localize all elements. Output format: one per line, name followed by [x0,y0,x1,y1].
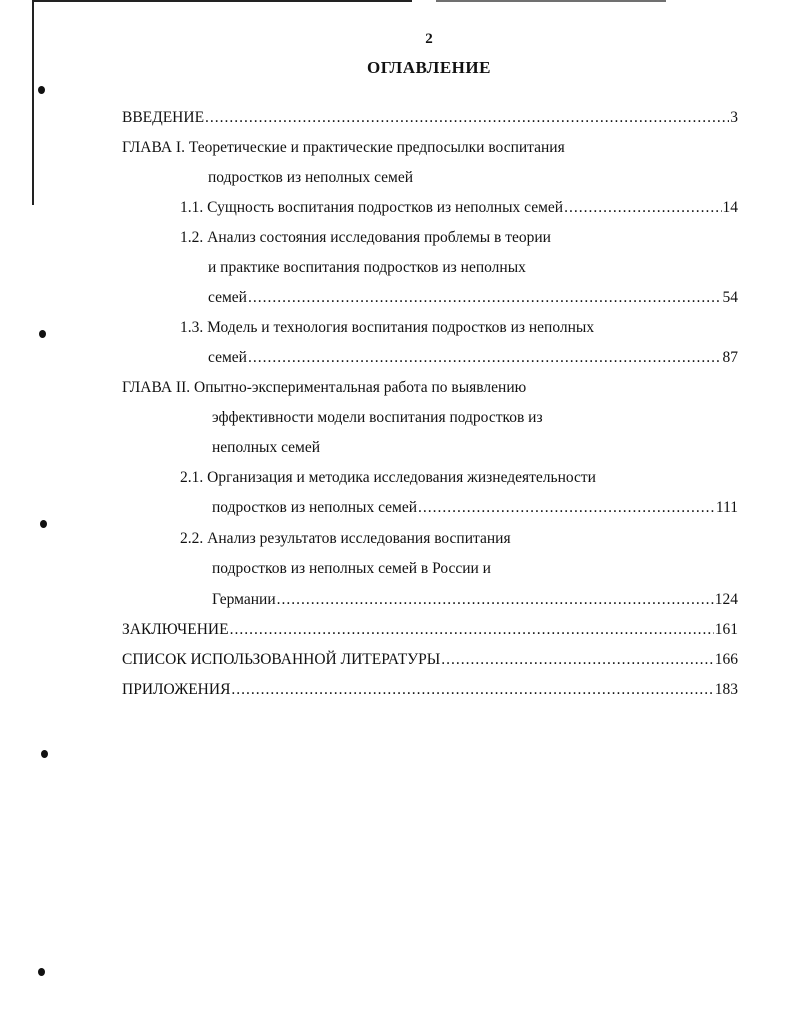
leader-dots [564,198,721,218]
page-number: 2 [425,31,433,47]
toc-entry-1-2-line-3[interactable] [208,288,738,308]
leader-dots [248,288,722,308]
toc-entry-page: 111 [715,499,738,516]
toc-entry-page: 54 [722,289,738,306]
toc-entry-page: 14 [722,199,738,216]
toc-entry-text: 1.1. Сущность воспитания подростков из неполных семей [180,199,564,216]
leader-dots [231,680,713,700]
toc-entry-1-2-line-1[interactable]: 1.2. Анализ состояния исследования проблемы в теории [180,229,551,246]
leader-dots [418,498,715,518]
scan-border-top-right [436,0,666,2]
toc-entry-intro[interactable] [122,108,738,128]
leader-dots [230,620,714,640]
toc-chapter-2-line-3: неполных семей [212,439,321,456]
toc-entry-text: семей [208,289,247,306]
toc-entry-text: подростков из неполных семей [212,499,418,516]
toc-entry-text: семей [208,349,247,366]
leader-dots [277,590,714,610]
toc-chapter-2-line-2: эффективности модели воспитания подростков из [212,409,543,426]
toc-entry-text: ПРИЛОЖЕНИЯ [122,681,231,698]
toc-entry-2-2-line-1[interactable]: 2.2. Анализ результатов исследования воспитания [180,530,511,547]
toc-entry-page: 87 [722,349,738,366]
punch-hole-2 [39,330,46,338]
toc-entry-1-1[interactable] [180,198,738,218]
leader-dots [205,108,729,128]
punch-hole-1 [38,86,45,94]
toc-entry-page: 183 [714,681,738,698]
toc-chapter-2-line-1[interactable]: ГЛАВА II. Опытно-экспериментальная работа по выявлению [122,379,527,396]
toc-entry-1-2-line-2: и практике воспитания подростков из неполных [208,259,526,276]
toc-entry-2-1-line-2[interactable] [212,498,738,518]
toc-entry-text: ВВЕДЕНИЕ [122,109,205,126]
toc-entry-conclusion[interactable] [122,620,738,640]
toc-entry-2-2-line-2: подростков из неполных семей в России и [212,560,491,577]
punch-hole-4 [41,750,48,758]
page-title: ОГЛАВЛЕНИЕ [367,58,491,77]
scan-border-top [32,0,412,2]
leader-dots [248,348,722,368]
toc-entry-page: 161 [714,621,738,638]
punch-hole-5 [38,968,45,976]
toc-chapter-1-line-1[interactable]: ГЛАВА I. Теоретические и практические предпосылки воспитания [122,139,565,156]
toc-entry-page: 124 [714,591,738,608]
toc-entry-2-2-line-3[interactable] [212,590,738,610]
toc-entry-page: 3 [730,109,738,126]
toc-entry-2-1-line-1[interactable]: 2.1. Организация и методика исследования жизнедеятельности [180,469,596,486]
toc-entry-text: Германии [212,591,276,608]
toc-entry-appendix[interactable] [122,680,738,700]
toc-entry-text: ЗАКЛЮЧЕНИЕ [122,621,229,638]
toc-entry-references[interactable] [122,650,738,670]
toc-chapter-1-line-2: подростков из неполных семей [208,169,414,186]
punch-hole-3 [40,520,47,528]
toc-entry-page: 166 [714,651,738,668]
toc-entry-text: СПИСОК ИСПОЛЬЗОВАННОЙ ЛИТЕРАТУРЫ [122,651,441,668]
leader-dots [441,650,713,670]
toc-entry-1-3-line-2[interactable] [208,348,738,368]
toc-entry-1-3-line-1[interactable]: 1.3. Модель и технология воспитания подростков из неполных [180,319,595,336]
